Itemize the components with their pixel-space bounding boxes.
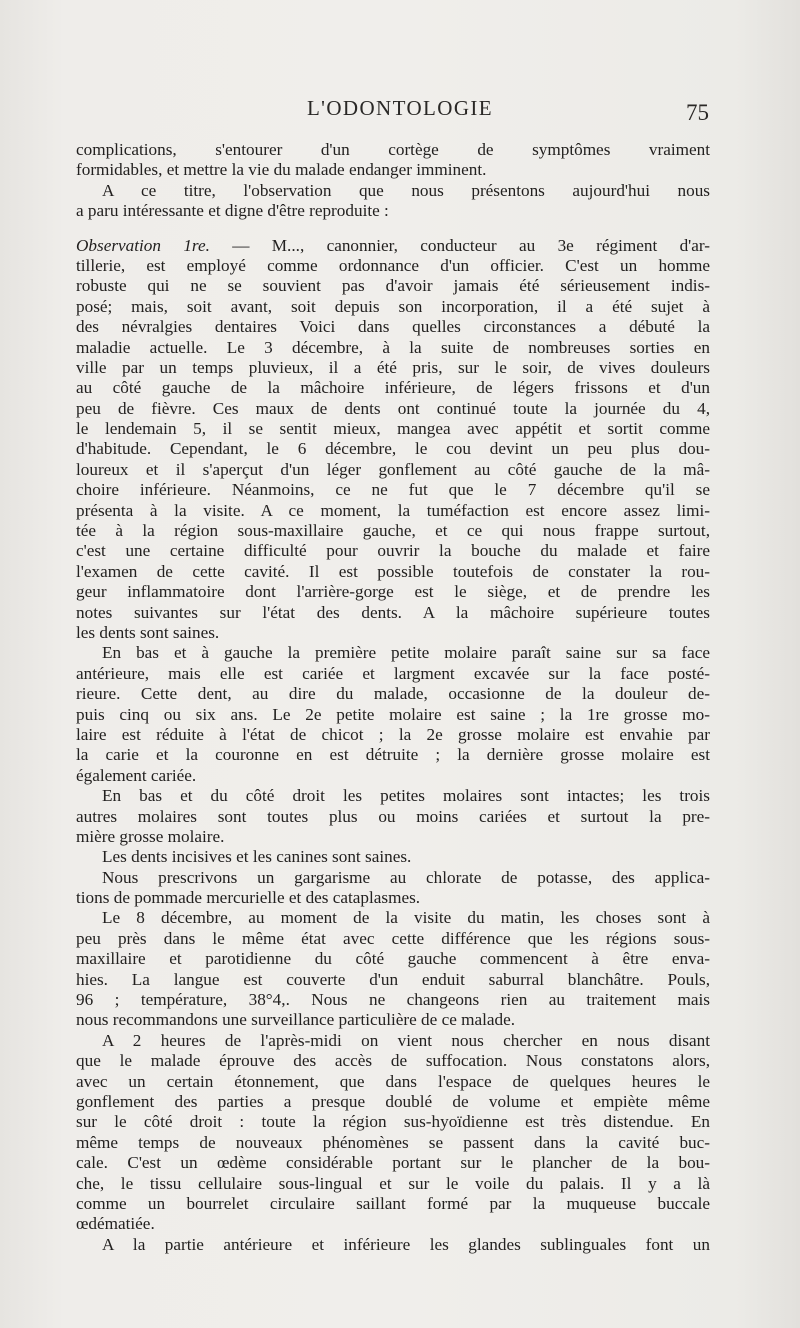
text-line: nous recommandons une surveillance particulière de ce malade. (76, 1010, 516, 1030)
running-head (0, 96, 800, 128)
paragraph-gap (76, 222, 710, 236)
text-line: sur le côté droit : toute la région sus-hyoïdienne est très distendue. En (76, 1112, 710, 1132)
page-number: 75 (686, 100, 709, 125)
text-line: des névralgies dentaires Voici dans quelles circonstances a débuté la (76, 317, 710, 337)
observation-label: Observation 1re. (76, 235, 210, 255)
text-line: présenta à la visite. A ce moment, la tuméfaction est encore assez limi- (76, 500, 710, 520)
text-line: A ce titre, l'observation que nous présentons aujourd'hui nous (102, 180, 710, 200)
text-line: ville par un temps pluvieux, il a été pris, sur le soir, de vives douleurs (76, 357, 710, 377)
text-line: c'est une certaine difficulté pour ouvrir la bouche du malade et faire (76, 541, 710, 561)
text-line: le lendemain 5, il se sentit mieux, mangea avec appétit et sortit comme (76, 419, 710, 439)
text-line: peu de fièvre. Ces maux de dents ont continué toute la journée du 4, (76, 398, 710, 418)
observation-first-line-text: — M..., canonnier, conducteur au 3e régiment d'ar- (209, 235, 710, 255)
text-line: peu près dans le même état avec cette différence que les régions sous- (76, 928, 710, 948)
text-line: tée à la région sous-maxillaire gauche, et ce qui nous frappe surtout, (76, 521, 710, 541)
text-line: maladie actuelle. Le 3 décembre, à la suite de nombreuses sorties en (76, 337, 710, 357)
text-line: Les dents incisives et les canines sont saines. (102, 847, 412, 867)
body-text (76, 140, 710, 1255)
text-line: puis cinq ou six ans. Le 2e petite molaire est saine ; la 1re grosse mo- (76, 704, 710, 724)
text-line: robuste qui ne se souvient pas d'avoir jamais été sérieusement indis- (76, 276, 710, 296)
text-line: Nous prescrivons un gargarisme au chlorate de potasse, des applica- (102, 867, 710, 887)
text-line: notes suivantes sur l'état des dents. A la mâchoire supérieure toutes (76, 602, 710, 622)
text-line: A la partie antérieure et inférieure les glandes sublinguales font un (102, 1234, 710, 1254)
text-line: En bas et du côté droit les petites molaires sont intactes; les trois (102, 786, 710, 806)
text-line: la carie et la couronne en est détruite ; la dernière grosse molaire est (76, 745, 710, 765)
text-line: mière grosse molaire. (76, 826, 225, 846)
text-line: les dents sont saines. (76, 622, 220, 642)
text-line: En bas et à gauche la première petite molaire paraît saine sur sa face (102, 643, 710, 663)
text-line: A 2 heures de l'après-midi on vient nous chercher en nous disant (102, 1030, 710, 1050)
text-line: comme un bourrelet circulaire saillant formé par la muqueuse buccale (76, 1193, 710, 1213)
text-line: que le malade éprouve des accès de suffocation. Nous constatons alors, (76, 1051, 710, 1071)
text-line: laire est réduite à l'état de chicot ; la 2e grosse molaire est envahie par (76, 724, 710, 744)
text-line: même temps de nouveaux phénomènes se passent dans la cavité buc- (76, 1132, 710, 1152)
text-line: che, le tissu cellulaire sous-lingual et sur le voile du palais. Il y a là (76, 1173, 710, 1193)
text-line: a paru intéressante et digne d'être reproduite : (76, 201, 389, 221)
text-line: posé; mais, soit avant, soit depuis son incorporation, il a été sujet à (76, 296, 710, 316)
text-line: rieure. Cette dent, au dire du malade, occasionne de la douleur de- (76, 684, 710, 704)
text-line: hies. La langue est couverte d'un enduit saburral blanchâtre. Pouls, (76, 969, 710, 989)
text-line: œdématiée. (76, 1214, 155, 1234)
text-line: autres molaires sont toutes plus ou moins cariées et surtout la pre- (76, 806, 710, 826)
text-line: antérieure, mais elle est cariée et largment excavée sur la face posté- (76, 663, 710, 683)
text-line: loureux et il s'aperçut d'un léger gonflement au côté gauche de la mâ- (76, 459, 710, 479)
text-line: cale. C'est un œdème considérable portant sur le plancher de la bou- (76, 1153, 710, 1173)
text-line: tions de pommade mercurielle et des cataplasmes. (76, 888, 421, 908)
text-line: formidables, et mettre la vie du malade endanger imminent. (76, 160, 487, 180)
text-line: maxillaire et parotidienne du côté gauche commencent à être enva- (76, 949, 710, 969)
text-line: également cariée. (76, 765, 197, 785)
text-line: choire inférieure. Néanmoins, ce ne fut que le 7 décembre qu'il se (76, 480, 710, 500)
text-line: gonflement des parties a presque doublé de volume et empiète même (76, 1091, 710, 1111)
text-line: geur inflammatoire dont l'arrière-gorge est le siège, et de prendre les (76, 582, 710, 602)
text-line: l'examen de cette cavité. Il est possible toutefois de constater la rou- (76, 561, 710, 581)
text-line: complications, s'entourer d'un cortège de symptômes vraiment (76, 140, 710, 159)
observation-first-line (76, 236, 710, 256)
text-line: avec un certain étonnement, que dans l'espace de quelques heures le (76, 1071, 710, 1091)
text-line: tillerie, est employé comme ordonnance d'un officier. C'est un homme (76, 255, 710, 275)
running-title: L'ODONTOLOGIE (306, 96, 494, 120)
text-line: au côté gauche de la mâchoire inférieure, de légers frissons et d'un (76, 378, 710, 398)
text-line: Le 8 décembre, au moment de la visite du matin, les choses sont à (102, 908, 710, 928)
text-line: 96 ; température, 38°4,. Nous ne changeons rien au traitement mais (76, 990, 710, 1010)
text-line: d'habitude. Cependant, le 6 décembre, le cou devint un peu plus dou- (76, 439, 710, 459)
